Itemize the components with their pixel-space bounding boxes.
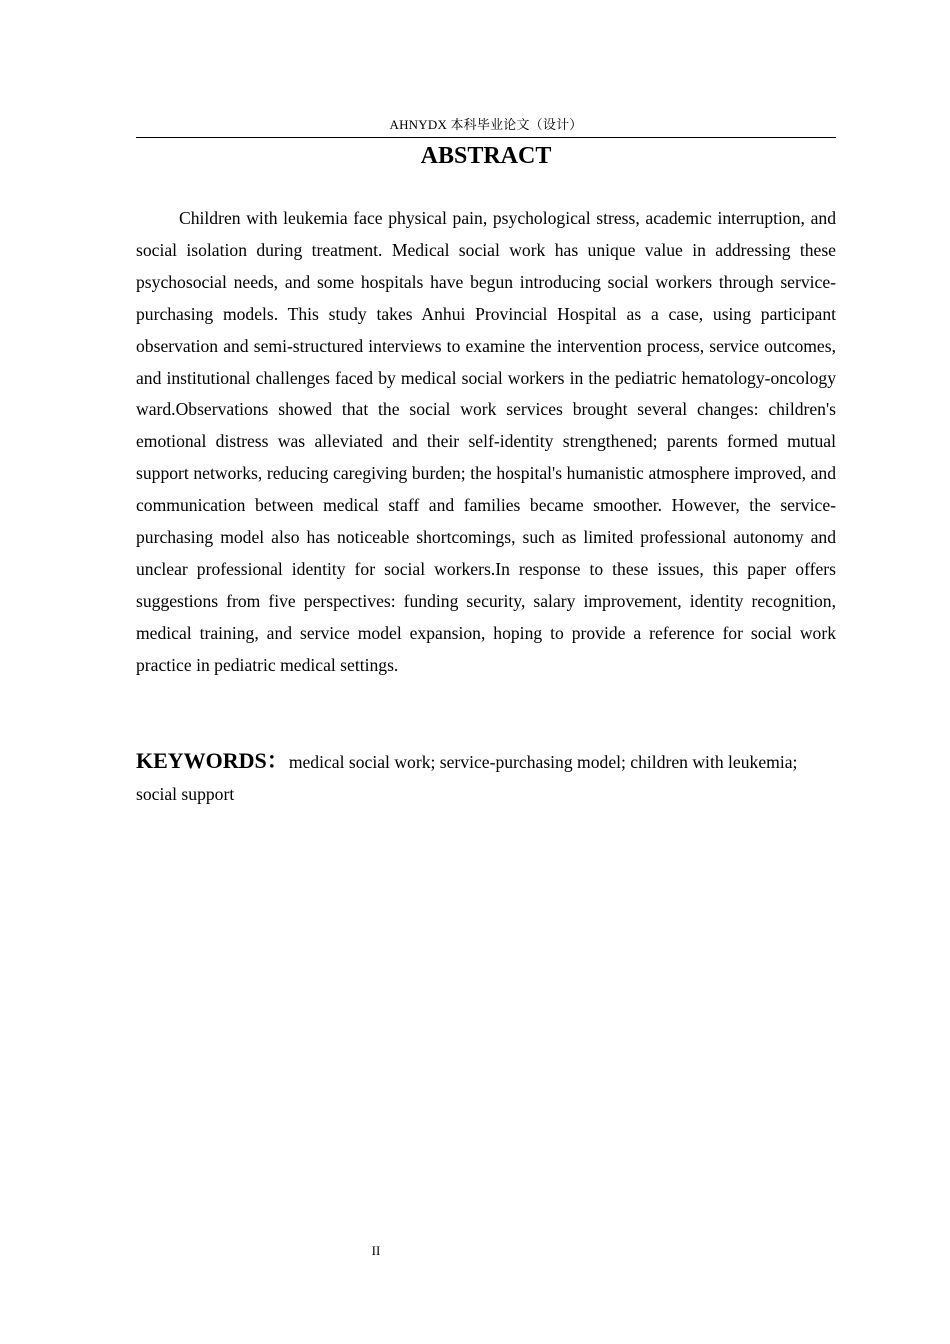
keywords-text: medical social work; service-purchasing model; children with leukemia; social support — [136, 752, 798, 804]
keywords-line — [136, 745, 836, 811]
header-rule — [136, 137, 836, 138]
keywords-label: KEYWORDS： — [136, 748, 289, 773]
running-header: AHNYDX 本科毕业论文（设计） — [389, 117, 583, 132]
page-number: II — [371, 1243, 381, 1258]
abstract-title: ABSTRACT — [420, 143, 552, 169]
abstract-body: Children with leukemia face physical pain, psychological stress, academic interruption, and social isolation during treatment. Medical social work has unique value in addressing these psychosocial needs, and some hospitals have begun introducing social workers through service-purchasing models. This study takes Anhui Provincial Hospital as a case, using participant observation and semi-structured interviews to examine the intervention process, service outcomes, and institutional challenges faced by medical social workers in the pediatric hematology-oncology ward.Observations showed that the social work services brought several changes: children's emotional distress was alleviated and their self-identity strengthened; parents formed mutual support networks, reducing caregiving burden; the hospital's humanistic atmosphere improved, and communication between medical staff and families became smoother. However, the service-purchasing model also has noticeable shortcomings, such as limited professional autonomy and unclear professional identity for social workers.In response to these issues, this paper offers suggestions from five perspectives: funding security, salary improvement, identity recognition, medical training, and service model expansion, hoping to provide a reference for social work practice in pediatric medical settings. — [136, 208, 836, 675]
